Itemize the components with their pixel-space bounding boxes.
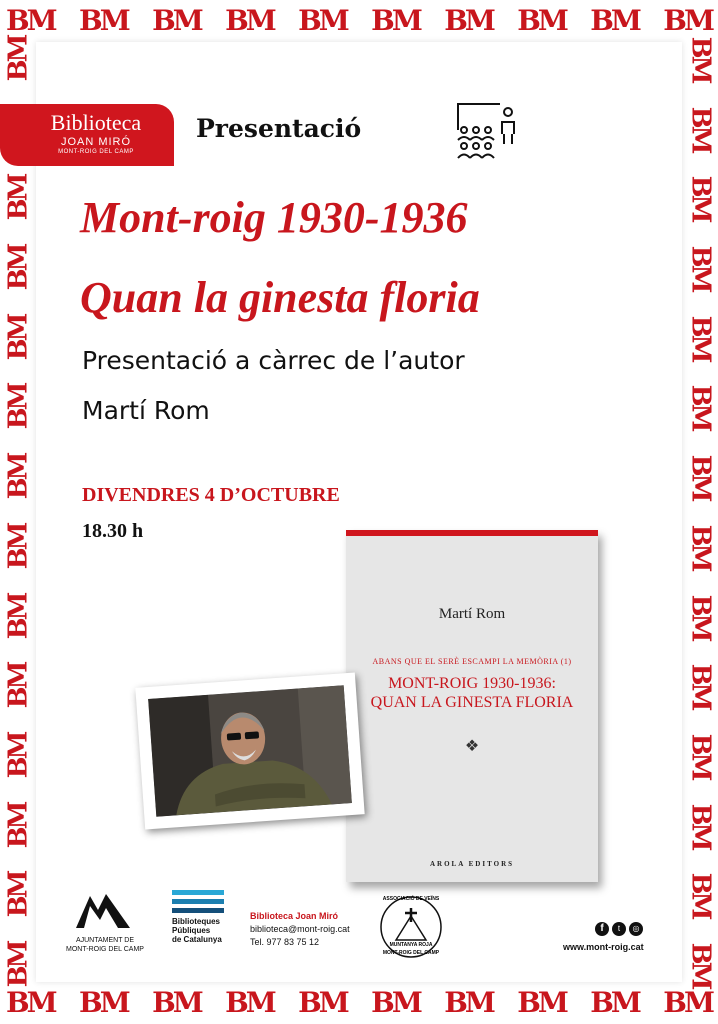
bibliotecas-logo-icon	[172, 890, 224, 914]
social-icons	[595, 922, 643, 936]
border-mark: BM	[3, 594, 34, 639]
book-title	[346, 674, 598, 712]
biblioteques-line3: de Catalunya	[172, 935, 222, 944]
border-mark: BM	[3, 524, 34, 570]
logo-line3: MONT-ROIG DEL CAMP	[58, 149, 134, 155]
ajuntament-line1: AJUNTAMENT DE	[75, 937, 135, 944]
border-mark: BM	[3, 803, 34, 848]
border-mark: BM	[685, 594, 716, 639]
instagram-icon[interactable]: ◎	[629, 922, 643, 936]
border-mark: BM	[685, 524, 716, 570]
border-mark: BM	[371, 4, 420, 37]
seal-top-text: ASSOCIACIÓ DE VEÏNS	[382, 896, 440, 902]
border-mark: BM	[152, 4, 201, 37]
ajuntament-logo-icon	[72, 888, 134, 932]
border-mark: BM	[685, 245, 716, 291]
twitter-icon[interactable]: t	[612, 922, 626, 936]
border-mark: BM	[225, 986, 274, 1019]
seal-bottom-text: MONT-ROIG DEL CAMP	[382, 950, 440, 956]
border-mark: BM	[298, 986, 347, 1019]
border-mark: BM	[225, 4, 274, 37]
contact-name: Biblioteca Joan Miró	[250, 911, 339, 921]
author-photo	[148, 685, 352, 816]
logo-line1: Biblioteca	[50, 110, 142, 135]
ajuntament-line2: MONT-ROIG DEL CAMP	[66, 946, 144, 953]
border-mark: BM	[517, 986, 566, 1019]
subtitle-line1: Presentació a càrrec de l’autor	[82, 346, 465, 375]
book-series: ABANS QUE EL SERÈ ESCAMPI LA MEMÒRIA (1)	[372, 657, 572, 666]
facebook-icon[interactable]: f	[595, 922, 609, 936]
border-mark: BM	[3, 454, 34, 500]
biblioteques-label	[172, 917, 222, 944]
border-mark: BM	[371, 986, 420, 1019]
audience-presentation-icon	[452, 100, 516, 162]
border-right	[682, 36, 718, 988]
logo-line2: JOAN MIRÓ	[60, 136, 132, 148]
border-mark: BM	[685, 733, 716, 779]
border-mark: BM	[3, 942, 34, 988]
border-mark: BM	[3, 36, 34, 82]
library-logo	[0, 104, 174, 166]
border-mark: BM	[3, 385, 34, 430]
border-mark: BM	[685, 315, 716, 361]
author-photo-frame	[135, 672, 364, 829]
border-mark: BM	[517, 4, 566, 37]
border-mark: BM	[590, 986, 639, 1019]
border-mark: BM	[685, 454, 716, 500]
border-mark: BM	[152, 986, 201, 1019]
border-mark: BM	[3, 175, 34, 221]
book-cover	[346, 530, 598, 882]
border-mark: BM	[298, 4, 347, 37]
book-publisher: AROLA EDITORS	[429, 860, 515, 868]
border-mark: BM	[444, 986, 493, 1019]
author-name: Martí Rom	[82, 396, 210, 425]
seal-middle-text: MUNTANYA ROJA	[389, 942, 433, 948]
contact-email[interactable]: biblioteca@mont-roig.cat	[250, 924, 350, 934]
border-mark: BM	[79, 4, 128, 37]
border-mark: BM	[79, 986, 128, 1019]
border-left	[0, 36, 36, 988]
event-time: 18.30 h	[82, 520, 144, 542]
border-mark: BM	[685, 36, 716, 82]
book-title-line2: QUAN LA GINESTA FLORIA	[370, 694, 574, 711]
border-mark: BM	[3, 733, 34, 779]
border-mark: BM	[3, 663, 34, 709]
border-mark: BM	[685, 385, 716, 430]
border-top	[0, 0, 718, 42]
border-mark: BM	[685, 872, 716, 918]
book-title-line1: MONT-ROIG 1930-1936:	[388, 675, 556, 692]
border-mark: BM	[685, 942, 716, 988]
border-mark: BM	[3, 245, 34, 291]
border-mark: BM	[685, 106, 716, 152]
contact-block	[250, 910, 350, 949]
border-mark: BM	[685, 803, 716, 848]
border-mark: BM	[3, 872, 34, 918]
title-line1: Mont-roig 1930-1936	[80, 193, 468, 242]
event-date: DIVENDRES 4 D’OCTUBRE	[82, 484, 340, 506]
website-link[interactable]: www.mont-roig.cat	[563, 942, 644, 952]
contact-phone: Tel. 977 83 75 12	[250, 937, 320, 947]
biblioteques-line1: Biblioteques	[172, 917, 221, 926]
border-mark: BM	[663, 4, 712, 37]
event-type-label: Presentació	[196, 114, 362, 143]
association-seal	[376, 892, 446, 962]
ajuntament-label	[60, 936, 150, 954]
book-author: Martí Rom	[438, 606, 506, 622]
border-bottom	[0, 982, 718, 1024]
border-mark: BM	[685, 663, 716, 709]
border-mark: BM	[663, 986, 712, 1019]
border-mark: BM	[6, 4, 55, 37]
title-line2: Quan la ginesta floria	[80, 273, 480, 322]
border-mark: BM	[6, 986, 55, 1019]
border-mark: BM	[590, 4, 639, 37]
border-mark: BM	[685, 175, 716, 221]
border-mark: BM	[444, 4, 493, 37]
ornament-icon: ❖	[464, 738, 480, 755]
biblioteques-line2: Públiques	[172, 926, 211, 935]
border-mark: BM	[3, 315, 34, 361]
